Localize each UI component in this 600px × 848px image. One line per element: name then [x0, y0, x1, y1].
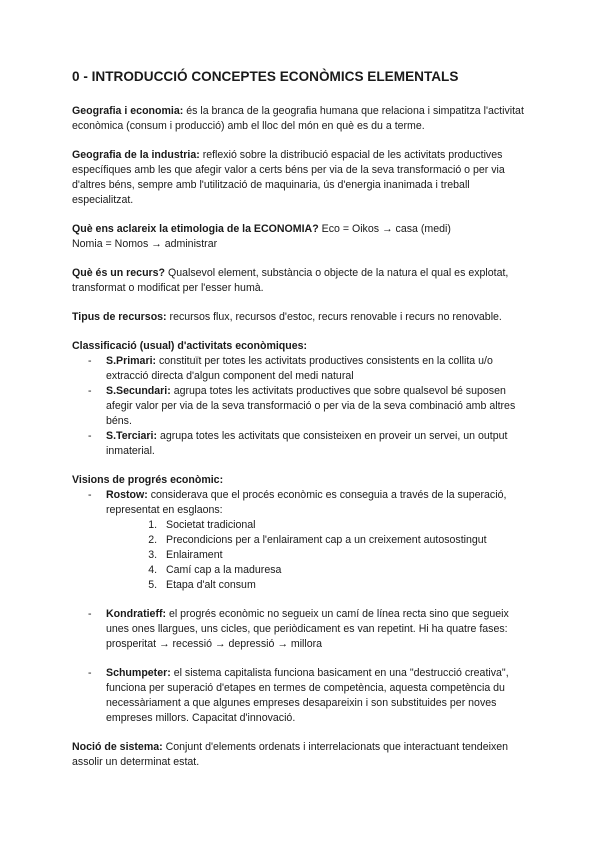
term: S.Secundari:: [106, 385, 171, 397]
term: Geografia de la industria:: [72, 149, 200, 161]
term: Tipus de recursos:: [72, 311, 167, 323]
document-page: [72, 68, 532, 784]
rostow-stages: [106, 518, 532, 593]
definition-text: Qualsevol element, substància o objecte de la natura el qual es explotat, transformat o modificat per l'esser humà.: [72, 267, 509, 294]
term: S.Primari:: [106, 355, 157, 367]
item-text: considerava que el procés econòmic es conseguia a través de la superació, representat en esglaons:: [106, 489, 507, 516]
item-text: constituït per totes les activitats productives consistents en la collita u/o extracció directa d'algun component del medi natural: [106, 355, 493, 382]
term: Rostow:: [106, 489, 148, 501]
list-item: [72, 384, 532, 429]
etym-line-1: Eco = Oikos → casa (medi): [318, 223, 451, 235]
visions-heading: Visions de progrés econòmic:: [72, 474, 224, 486]
document-title: 0 - INTRODUCCIÓ CONCEPTES ECONÒMICS ELEMENTALS: [72, 69, 459, 84]
definition-etimologia: [72, 222, 532, 252]
term: Què ens aclareix la etimologia de la ECONOMIA?: [72, 223, 319, 235]
list-item: [72, 429, 532, 459]
term: Noció de sistema:: [72, 741, 163, 753]
definition-geografia-industria: [72, 148, 532, 208]
item-text: el progrés econòmic no segueix un camí de línea recta sino que segueix unes ones llargues, uns cicles, que periòdicament es van repetint. Hi ha quatre fases: prosperitat → recessió → depressió → millora: [106, 608, 509, 650]
term: S.Terciari:: [106, 430, 158, 442]
list-item: [72, 354, 532, 384]
stage-item: 4. Camí cap a la maduresa: [160, 563, 532, 578]
sector-list: [72, 354, 532, 459]
list-item-kondratieff: [72, 607, 532, 666]
definition-geografia-economia: [72, 104, 532, 134]
stage-item: 2. Precondicions per a l'enlairament cap a un creixement autosostingut: [160, 533, 532, 548]
visions-list: [72, 488, 532, 726]
term: Què és un recurs?: [72, 267, 166, 279]
definition-text: és la branca de la geografia humana que relaciona i simpatitza l'activitat econòmica (consum i producció) amb el lloc del món en què es du a terme.: [72, 105, 524, 132]
definition-tipus-recursos: [72, 310, 532, 325]
stage-item: 1. Societat tradicional: [160, 518, 532, 533]
classificacio-heading: Classificació (usual) d'activitats econòmiques:: [72, 340, 308, 352]
etym-line-2: Nomia = Nomos → administrar: [72, 238, 218, 250]
definition-text: reflexió sobre la distribució espacial de les activitats productives específiques amb les que afegir valor a certs béns per via de la seva transformació o per via d'altres béns, sempre amb l'utilització de maquinaria, ús d'energia inanimada i treball especialitzat.: [72, 149, 505, 206]
list-item-schumpeter: [72, 666, 532, 726]
definition-text: Conjunt d'elements ordenats i interrelacionats que interactuant tendeixen assolir un determinat estat.: [72, 741, 509, 768]
term: Geografia i economia:: [72, 105, 184, 117]
item-text: agrupa totes les activitats productives que sobre qualsevol bé suposen afegir valor per via de la seva transformació o per via de la seva combinació amb altres béns.: [106, 385, 516, 427]
stage-item: 3. Enlairament: [160, 548, 532, 563]
stage-item: 5. Etapa d'alt consum: [160, 578, 532, 593]
list-item-rostow: [72, 488, 532, 607]
item-text: agrupa totes les activitats que consisteixen en proveir un servei, un output inmaterial.: [106, 430, 508, 457]
item-text: el sistema capitalista funciona basicament en una "destrucció creativa", funciona per superació d'etapes en termes de competència, aquesta competència du necessàriament a que algunes empreses desapareixin i son substituides per noves empreses millors. Capacitat d'innovació.: [106, 667, 509, 724]
term: Schumpeter:: [106, 667, 171, 679]
definition-text: recursos flux, recursos d'estoc, recurs renovable i recurs no renovable.: [166, 311, 502, 323]
definition-recurs: [72, 266, 532, 296]
term: Kondratieff:: [106, 608, 167, 620]
definition-sistema: [72, 740, 532, 770]
